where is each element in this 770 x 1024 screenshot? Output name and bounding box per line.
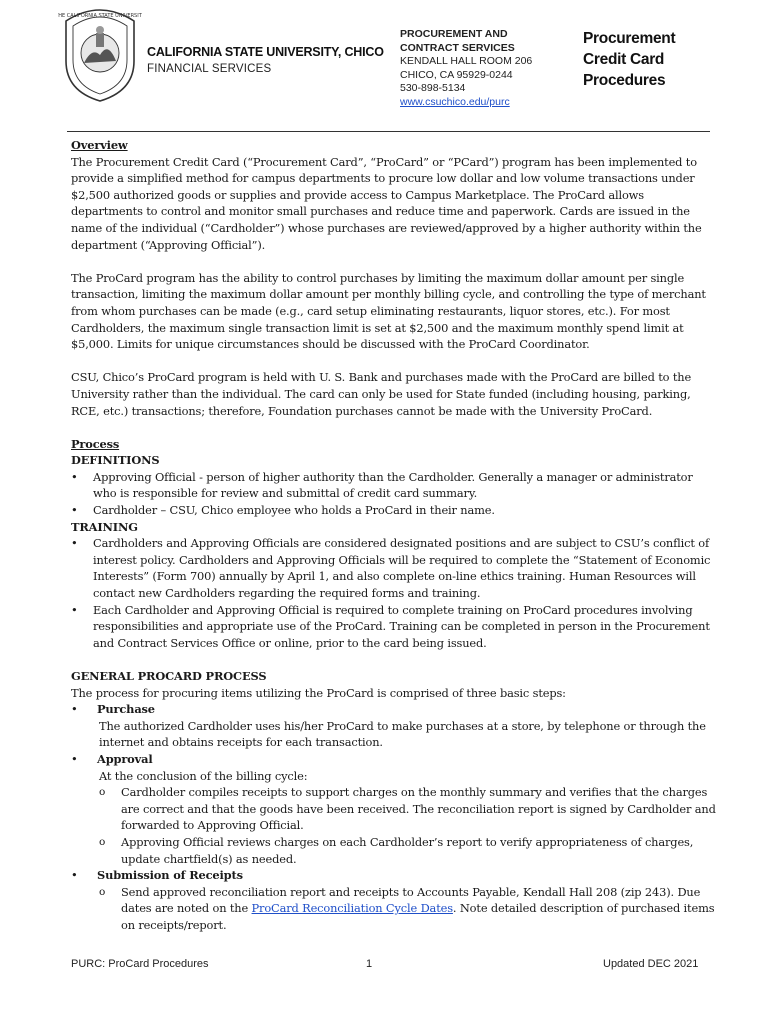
step-title: • Purchase <box>97 702 155 717</box>
overview-paragraph-1: The Procurement Credit Card (“Procurement Card”, “ProCard” or “PCard”) program has been implemented to provide a simplified method for campus departments to procure low dollar and low volume transactions under $2,500 authorized goods or supplies and provide access to Campus Marketplace. The ProCard allows departments to control and monitor small purchases and reduce time and paperwork. Cards are issued in the name of the individual (“Cardholder”) whose purchases are reviewed/approved by a higher authority within the department (“Approving Official”). <box>71 154 702 252</box>
list-item: o Approving Official reviews charges on each Cardholder’s report to verify appropriateness of charges, update chartfield(s) as needed. <box>97 834 716 867</box>
definitions-heading: DEFINITIONS <box>71 453 160 468</box>
general-process-heading: GENERAL PROCARD PROCESS <box>71 669 267 683</box>
list-item: o Cardholder compiles receipts to support charges on the monthly summary and verifies that the charges are correct and that the goods have been received. The reconciliation report is signed by Cardholder and forwarded to Approving Official. <box>97 784 716 834</box>
overview-heading: Overview <box>71 138 128 152</box>
step-submission <box>71 867 716 933</box>
phone-number: 530-898-5134 <box>400 82 466 95</box>
office-name-line2: CONTRACT SERVICES <box>400 41 515 54</box>
title-line3: Procedures <box>583 72 666 89</box>
university-name: CALIFORNIA STATE UNIVERSITY, CHICO <box>147 45 384 59</box>
step-approval <box>71 751 716 867</box>
step-text: The authorized Cardholder uses his/her ProCard to make purchases at a store, by telephone or through the internet and obtains receipts for each transaction. <box>99 718 706 750</box>
submission-sublist <box>97 884 716 934</box>
document-body <box>71 137 716 934</box>
page-number: 1 <box>366 958 373 970</box>
contact-block <box>400 28 532 110</box>
training-list <box>71 535 716 651</box>
step-title: • Submission of Receipts <box>97 868 243 883</box>
step-purchase <box>71 701 716 751</box>
submission-text-end: . Note detailed description of purchased items on receipts/report. <box>121 901 715 932</box>
list-item: • Cardholders and Approving Officials are considered designated positions and are subject to CSU’s conflict of interest policy. Cardholders and Approving Officials will be required to complete the “Statement of Economic Interests” (Form 700) annually by April 1, and also complete on-line ethics training. Human Resources will contact new Cardholders regarding the required forms and training. <box>71 535 716 601</box>
footer-document-name: PURC: ProCard Procedures <box>71 958 209 970</box>
step-title: • Approval <box>97 751 153 766</box>
list-item: • Cardholder – CSU, Chico employee who holds a ProCard in their name. <box>71 502 716 519</box>
address-line2: CHICO, CA 95929-0244 <box>400 68 513 81</box>
title-line1: Procurement <box>583 30 676 47</box>
process-steps-list <box>71 701 716 933</box>
university-seal-logo <box>58 3 142 103</box>
list-item <box>97 884 716 934</box>
header-divider <box>67 131 710 132</box>
approval-sublist <box>97 784 716 867</box>
general-process-intro: The process for procuring items utilizing the ProCard is comprised of three basic steps: <box>71 685 566 700</box>
overview-paragraph-2: The ProCard program has the ability to control purchases by limiting the maximum dollar amount per single transaction, limiting the maximum dollar amount per monthly billing cycle, and controlling the type of merchant from whom purchases can be made (e.g., card setup eliminating restaurants, liquor stores, etc.). For most Cardholders, the maximum single transaction limit is set at $2,500 and the maximum monthly spend limit at $5,000. Limits for unique circumstances should be discussed with the ProCard Coordinator. <box>71 270 706 352</box>
office-name-line1: PROCUREMENT AND <box>400 28 508 40</box>
reconciliation-cycle-dates-link[interactable]: ProCard Reconciliation Cycle Dates <box>251 901 453 916</box>
submission-text: Send approved reconciliation report and receipts to Accounts Payable, Kendall Hall 208 (zip 243). Due dates are noted on the <box>121 884 701 916</box>
training-heading: TRAINING <box>71 519 138 534</box>
page-header <box>0 0 770 134</box>
title-line2: Credit Card <box>583 51 665 68</box>
overview-paragraph-3: CSU, Chico’s ProCard program is held with U. S. Bank and purchases made with the ProCard are billed to the University rather than the individual. The card can only be used for State funded (including housing, parking, RCE, etc.) transactions; therefore, Foundation purchases cannot be made with the University ProCard. <box>71 370 692 418</box>
step-text: At the conclusion of the billing cycle: <box>99 768 308 783</box>
website-link[interactable]: www.csuchico.edu/purc <box>400 95 510 108</box>
list-item: • Approving Official - person of higher authority than the Cardholder. Generally a manager or administrator who is responsible for review and submittal of credit card summary. <box>71 469 716 502</box>
footer-updated-date: Updated DEC 2021 <box>603 958 699 970</box>
list-item: • Each Cardholder and Approving Official is required to complete training on ProCard procedures involving responsibilities and appropriate use of the ProCard. Training can be completed in person in the Procurement and Contract Services Office or online, prior to the card being issued. <box>71 602 716 652</box>
address-line1: KENDALL HALL ROOM 206 <box>400 55 533 68</box>
definitions-list <box>71 469 716 519</box>
department-name: FINANCIAL SERVICES <box>147 63 272 75</box>
process-heading: Process <box>71 436 120 451</box>
svg-text:THE CALIFORNIA STATE UNIVERSIT: THE CALIFORNIA STATE UNIVERSITY <box>58 13 142 19</box>
document-title <box>583 28 675 91</box>
